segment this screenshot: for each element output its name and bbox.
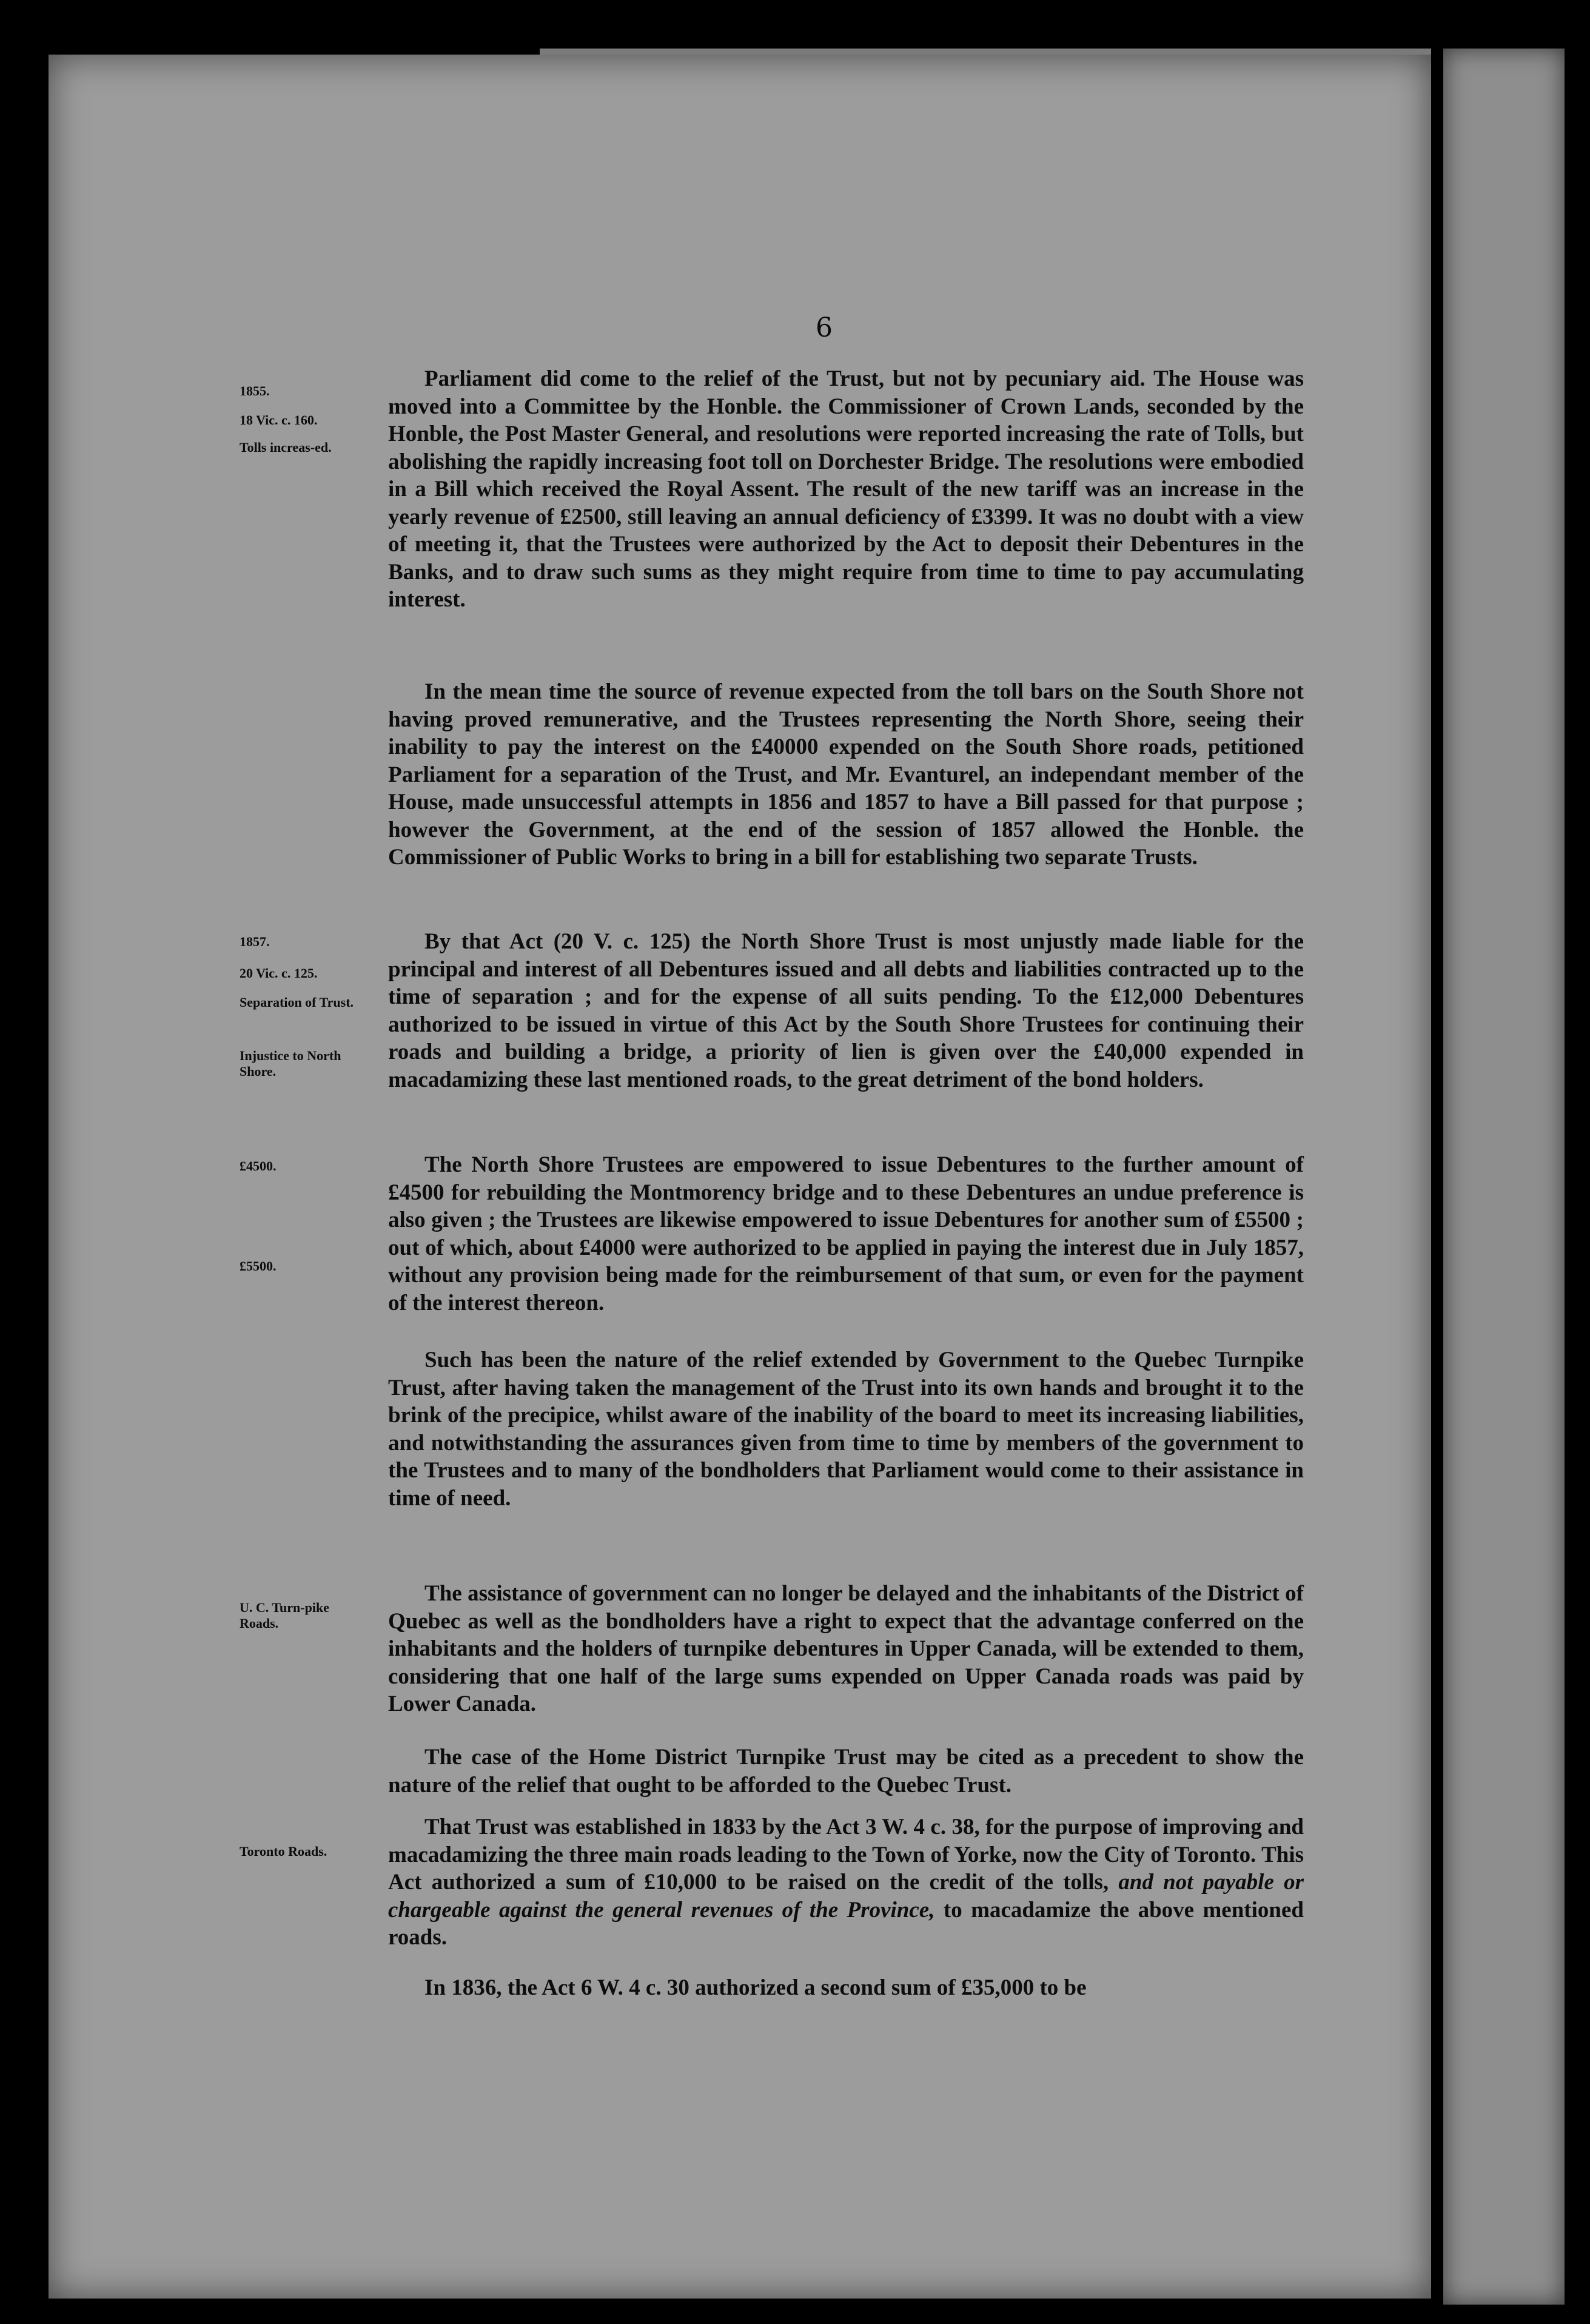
paragraph-6-text: The assistance of government can no longer be delayed and the inhabitants of the District of Quebec as well as the bondholders have a right to expect that the advantage conferred on the inhabitants and the holders of turnpike debentures in Upper Canada, will be extended to them, considering that one half of the large sums expended on Upper Canada roads was paid by Lower Canada. [388, 1581, 1304, 1716]
margin-note-injustice: Injustice to North Shore. [240, 1048, 341, 1079]
page-number: 6 [816, 312, 833, 343]
margin-note-20-vic: 20 Vic. c. 125. [240, 966, 318, 981]
margin-note-1857: 1857. [240, 934, 270, 949]
paragraph-8-end: to macadamize the above mentioned roads. [388, 1897, 1304, 1950]
margin-note-1855: 1855. [240, 383, 270, 398]
margin-note-18-vic: 18 Vic. c. 160. [240, 412, 318, 428]
paragraph-5 [388, 1346, 1304, 1512]
paragraph-8-italic: and not payable or chargeable against the general revenues of the Province, [388, 1870, 1304, 1923]
margin-note-tolls-increased: Tolls increas-ed. [240, 440, 332, 455]
paragraph-1-text: Parliament did come to the relief of the Trust, but not by pecuniary aid. The House was moved into a Committee by the Honble. the Commissioner of Crown Lands, seconded by the Honble, the Post Master General, and resolutions were reported increasing the rate of Tolls, but abolishing the rapidly increasing foot toll on Dorchester Bridge. The resolutions were embodied in a Bill which received the Royal Assent. The result of the new tariff was an increase in the yearly revenue of £2500, still leaving an annual deficiency of £3399. It was no doubt with a view of meeting it, that the Trustees were authorized by the Act to deposit their Debentures in the Banks, and to draw such sums as they might require from time to time to pay accumulating interest. [388, 366, 1304, 612]
paragraph-3-text: By that Act (20 V. c. 125) the North Shore Trust is most unjustly made liable for the principal and interest of all Debentures issued and all debts and liabilities contracted up to the time of separation ; and for the expense of all suits pending. To the £12,000 Debentures authorized to be issued in virtue of this Act by the South Shore Trustees for continuing their roads and building a bridge, a priority of lien is given over the £40,000 expended in macadamizing these last mentioned roads, to the great detriment of the bond holders. [388, 929, 1304, 1092]
margin-note-4500: £4500. [240, 1158, 277, 1174]
margin-note-toronto: Toronto Roads. [240, 1844, 327, 1859]
paragraph-7 [388, 1744, 1304, 1799]
adjacent-page-edge [1443, 49, 1565, 2305]
paragraph-9-text: In 1836, the Act 6 W. 4 c. 30 authorized a second sum of £35,000 to be [424, 1975, 1087, 2000]
paragraph-4-text: The North Shore Trustees are empowered to issue Debentures to the further amount of £4500 for rebuilding the Montmorency bridge and to these Debentures an undue preference is also given ; the Trustees are likewise empowered to issue Debentures for another sum of £5500 ; out of which, about £4000 were authorized to be applied in paying the interest due in July 1857, without any provision being made for the reimbursement of that sum, or even for the payment of the interest thereon. [388, 1152, 1304, 1315]
paragraph-8 [388, 1813, 1304, 1952]
paragraph-4 [388, 1151, 1304, 1317]
paragraph-9 [388, 1974, 1304, 2002]
paragraph-1 [388, 365, 1304, 614]
paragraph-3 [388, 928, 1304, 1093]
paragraph-8-text [388, 1813, 1304, 1952]
paragraph-2 [388, 678, 1304, 872]
paragraph-7-text: The case of the Home District Turnpike Trust may be cited as a precedent to show the nature of the relief that ought to be afforded to the Quebec Trust. [388, 1745, 1304, 1798]
paragraph-5-text: Such has been the nature of the relief extended by Government to the Quebec Turnpike Trust, after having taken the management of the Trust into its own hands and brought it to the brink of the precipice, whilst aware of the inability of the board to meet its increasing liabilities, and notwithstanding the assurances given from time to time by members of the government to the Trustees and to many of the bondholders that Parliament would come to their assistance in time of need. [388, 1348, 1304, 1511]
margin-note-separation: Separation of Trust. [240, 995, 354, 1010]
paragraph-8-start: That Trust was established in 1833 by the Act 3 W. 4 c. 38, for the purpose of improving and macadamizing the three main roads leading to the Town of Yorke, now the City of Toronto. This Act authorized a sum of £10,000 to be raised on the credit of the tolls, [388, 1815, 1304, 1895]
margin-note-5500: £5500. [240, 1258, 277, 1274]
paragraph-6 [388, 1580, 1304, 1718]
paragraph-2-text: In the mean time the source of revenue expected from the toll bars on the South Shore not having proved remunerative, and the Trustees representing the North Shore, seeing their inability to pay the interest on the £40000 expended on the South Shore roads, petitioned Parliament for a separation of the Trust, and Mr. Evanturel, an independant member of the House, made unsuccessful attempts in 1856 and 1857 to have a Bill passed for that purpose ; however the Government, at the end of the session of 1857 allowed the Honble. the Commissioner of Public Works to bring in a bill for establishing two separate Trusts. [388, 679, 1304, 870]
margin-note-uc-turnpike: U. C. Turn-pike Roads. [240, 1600, 329, 1631]
